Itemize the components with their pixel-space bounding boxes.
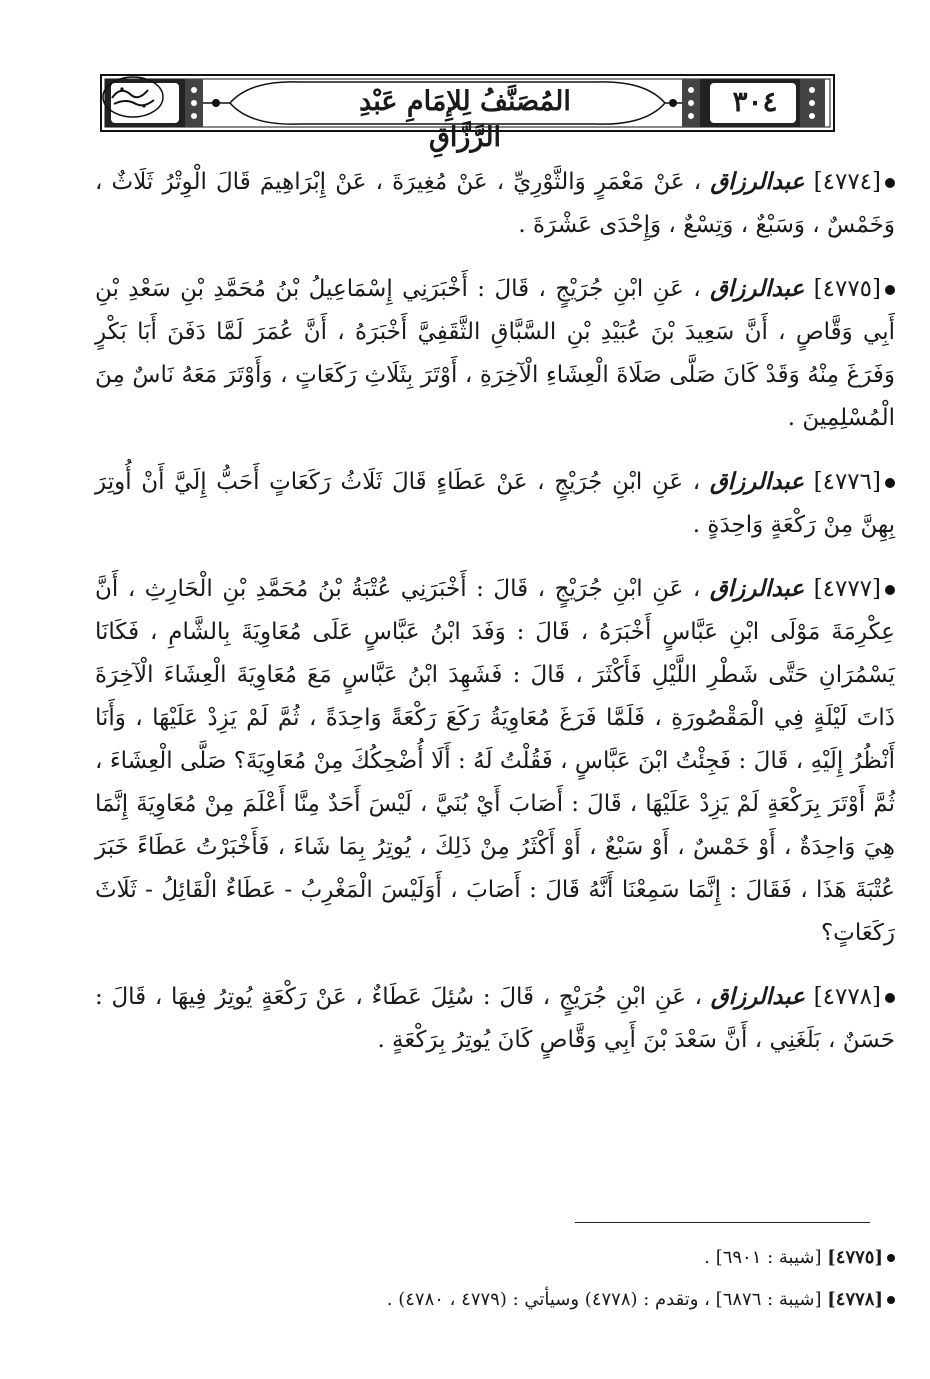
footnote-number: [٤٧٧٥]	[827, 1247, 883, 1268]
hadith-list	[95, 160, 895, 1082]
bullet-icon	[885, 478, 895, 488]
hadith-entry-4777	[95, 567, 895, 955]
publisher-seal-icon	[100, 74, 166, 120]
footnote-number: [٤٧٧٨]	[827, 1289, 883, 1310]
bullet-icon	[885, 285, 895, 295]
running-title: المُصَنَّفُ لِلإِمَامِ عَبْدِ الرَّزَّاقِ	[359, 86, 571, 153]
hadith-author: عبدالرزاق	[710, 983, 805, 1010]
footnote-4775	[150, 1240, 895, 1276]
page-header	[100, 74, 835, 153]
bullet-icon	[885, 993, 895, 1003]
hadith-text: ، عَنِ ابْنِ جُرَيْجٍ ، عَنْ عَطَاءٍ قَالَ ثَلَاثُ رَكَعَاتٍ أَحَبُّ إِلَيَّ أَنْ أُوتِرَ بِهِنَّ مِنْ رَكْعَةٍ وَاحِدَةٍ .	[95, 469, 895, 538]
footnote-separator	[575, 1222, 870, 1223]
page-number: ٣٠٤	[732, 85, 778, 118]
hadith-entry-4775	[95, 267, 895, 440]
hadith-text: ، عَنِ ابْنِ جُرَيْجٍ ، قَالَ : أَخْبَرَنِي إِسْمَاعِيلُ بْنُ مُحَمَّدِ بْنِ سَعْدِ بْنِ أَبِي وَقَّاصٍ ، أَنَّ سَعِيدَ بْنَ عُبَيْدِ بْنِ السَّبَّاقِ الثَّقَفِيَّ أَخْبَرَهُ ، أَنَّ عُمَرَ لَمَّا دَفَنَ أَبَا بَكْرٍ وَفَرَغَ مِنْهُ وَقَدْ كَانَ صَلَّى صَلَاةَ الْعِشَاءِ الْآخِرَةِ ، أَوْتَرَ بِثَلَاثِ رَكَعَاتٍ ، وَأَوْتَرَ مَعَهُ نَاسٌ مِنَ الْمُسْلِمِينَ .	[95, 276, 895, 431]
hadith-number: [٤٧٧٤]	[813, 169, 882, 195]
bullet-icon	[885, 585, 895, 595]
hadith-author: عبدالرزاق	[709, 575, 805, 602]
hadith-entry-4774	[95, 160, 895, 247]
footnote-text: [شيبة : ٦٨٧٦] ، وتقدم : (٤٧٧٨) وسيأتي : (٤٧٧٩ ، ٤٧٨٠) .	[386, 1289, 822, 1310]
hadith-text: ، عَنْ مَعْمَرٍ وَالثَّوْرِيِّ ، عَنْ مُغِيرَةَ ، عَنْ إِبْرَاهِيمَ قَالَ الْوِتْرُ ثَلَاثٌ ، وَخَمْسٌ ، وَسَبْعٌ ، وَتِسْعٌ ، وَإِحْدَى عَشْرَةَ .	[95, 169, 895, 238]
hadith-number: [٤٧٧٧]	[813, 576, 882, 602]
hadith-number: [٤٧٧٦]	[813, 469, 881, 495]
hadith-text: ، عَنِ ابْنِ جُرَيْجٍ ، قَالَ : أَخْبَرَنِي عُتْبَةُ بْنُ مُحَمَّدِ بْنِ الْحَارِثِ ، أَنَّ عِكْرِمَةَ مَوْلَى ابْنِ عَبَّاسٍ أَخْبَرَهُ ، قَالَ : وَفَدَ ابْنُ عَبَّاسٍ عَلَى مُعَاوِيَةَ بِالشَّامِ ، فَكَانَا يَسْمُرَانِ حَتَّى شَطْرِ اللَّيْلِ فَأَكْثَرَ ، قَالَ : فَشَهِدَ ابْنُ عَبَّاسٍ مَعَ مُعَاوِيَةَ الْعِشَاءَ الْآخِرَةَ ذَاتَ لَيْلَةٍ فِي الْمَقْصُورَةِ ، فَلَمَّا فَرَغَ مُعَاوِيَةُ رَكَعَ رَكْعَةً وَاحِدَةً ، ثُمَّ لَمْ يَزِدْ عَلَيْهَا ، وَأَنَا أَنْظُرُ إِلَيْهِ ، قَالَ : فَجِئْتُ ابْنَ عَبَّاسٍ ، فَقُلْتُ لَهُ : أَلَا أُضْحِكُكَ مِنْ مُعَاوِيَةَ؟ صَلَّى الْعِشَاءَ ، ثُمَّ أَوْتَرَ بِرَكْعَةٍ لَمْ يَزِدْ عَلَيْهَا ، قَالَ : أَصَابَ أَيْ بُنَيَّ ، لَيْسَ أَحَدٌ مِنَّا أَعْلَمَ مِنْ مُعَاوِيَةَ إِنَّمَا هِيَ وَاحِدَةٌ ، أَوْ خَمْسٌ ، أَوْ سَبْعٌ ، أَوْ أَكْثَرُ مِنْ ذَلِكَ ، يُوتِرُ بِمَا شَاءَ ، فَأَخْبَرْتُ عَطَاءً خَبَرَ عُتْبَةَ هَذَا ، فَقَالَ : إِنَّمَا سَمِعْنَا أَنَّهُ قَالَ : أَصَابَ ، أَوَلَيْسَ الْمَغْرِبُ - عَطَاءٌ الْقَائِلُ - ثَلَاثَ رَكَعَاتٍ؟	[95, 576, 895, 946]
bullet-icon	[885, 178, 895, 188]
footnotes	[150, 1240, 895, 1324]
footnote-4778	[150, 1282, 895, 1318]
hadith-entry-4778	[95, 975, 895, 1062]
footnote-text: [شيبة : ٦٩٠١] .	[704, 1247, 822, 1268]
hadith-entry-4776	[95, 460, 895, 547]
hadith-author: عبدالرزاق	[710, 275, 805, 302]
hadith-author: عبدالرزاق	[709, 468, 804, 495]
hadith-number: [٤٧٧٨]	[813, 984, 882, 1010]
hadith-text: ، عَنِ ابْنِ جُرَيْجٍ ، قَالَ : سُئِلَ عَطَاءٌ ، عَنْ رَكْعَةٍ يُوتِرُ فِيهَا ، قَالَ : حَسَنٌ ، بَلَغَنِي ، أَنَّ سَعْدَ بْنَ أَبِي وَقَّاصٍ كَانَ يُوتِرُ بِرَكْعَةٍ .	[95, 984, 895, 1053]
hadith-author: عبدالرزاق	[710, 168, 805, 195]
hadith-number: [٤٧٧٥]	[813, 276, 882, 302]
bullet-icon	[887, 1296, 895, 1304]
bullet-icon	[887, 1254, 895, 1262]
